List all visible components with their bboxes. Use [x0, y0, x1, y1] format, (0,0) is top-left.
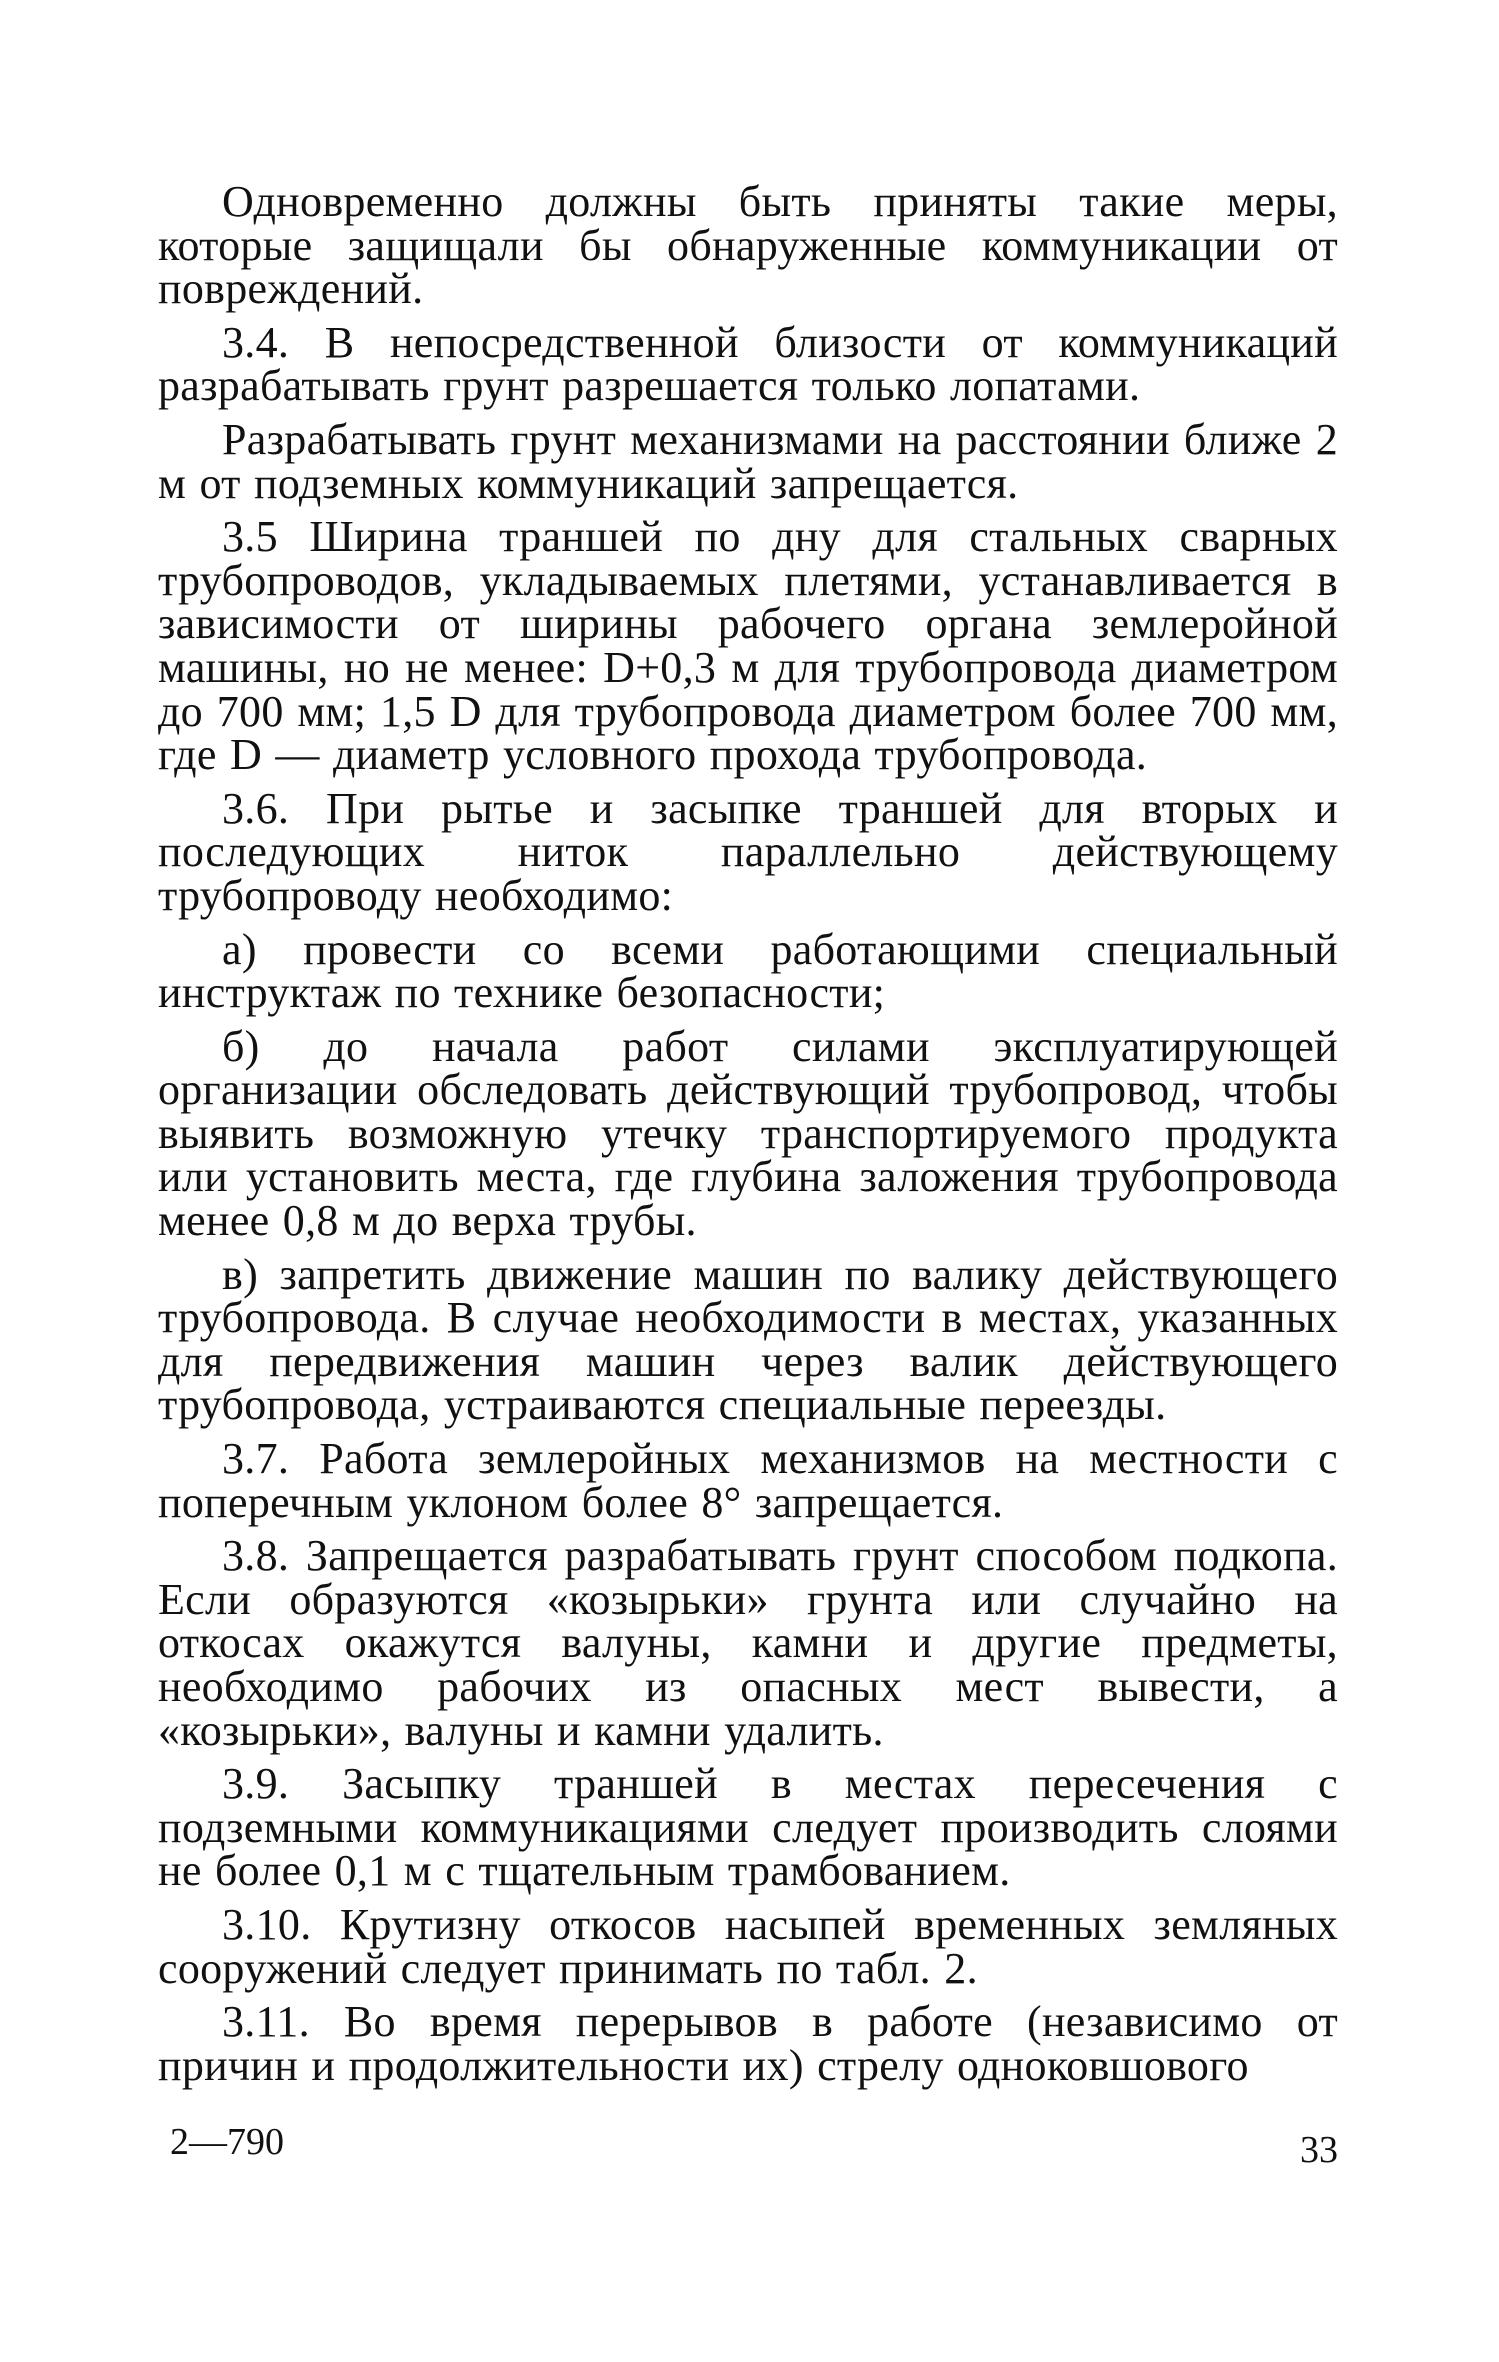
paragraph-3-8: 3.8. Запрещается разрабатывать грунт способом подкопа. Если образуются «козырьки» грунта или случайно на откосах окажутся валуны, камни и другие предметы, необходимо рабочих из опасных мест вывести, а «козырьки», валуны и камни удалить.	[158, 1531, 1338, 1755]
paragraph-3-6-a: а) провести со всеми работающими специальный инструктаж по технике безопасности;	[158, 924, 1338, 1018]
paragraph-intro: Одновременно должны быть приняты такие меры, которые защищали бы обнаруженные коммуникации от повреждений.	[158, 177, 1338, 314]
printer-signature: 2—790	[170, 2121, 284, 2163]
paragraph-3-7: 3.7. Работа землеройных механизмов на местности с поперечным уклоном более 8° запрещается.	[158, 1434, 1338, 1527]
paragraph-3-10: 3.10. Крутизну откосов насыпей временных земляных сооружений следует принимать по табл. 2.	[158, 1899, 1338, 1993]
page-text-body	[158, 177, 1338, 2097]
page-number: 33	[1300, 2129, 1338, 2171]
paragraph-3-4-cont: Разрабатывать грунт механизмами на расстоянии ближе 2 м от подземных коммуникаций запрещается.	[158, 414, 1338, 508]
paragraph-3-5: 3.5 Ширина траншей по дну для стальных сварных трубопроводов, укладываемых плетями, устанавливается в зависимости от ширины рабочего органа землеройной машины, но не менее: D+0,3 м для трубопровода диаметром до 700 мм; 1,5 D для трубопровода диаметром более 700 мм, где D — диаметр условного прохода трубопровода.	[158, 512, 1338, 780]
paragraph-3-6-b: б) до начала работ силами эксплуатирующей организации обследовать действующий трубопровод, чтобы выявить возможную утечку транспортируемого продукта или установить места, где глубина заложения трубопровода менее 0,8 м до верха трубы.	[158, 1021, 1338, 1246]
paragraph-3-11: 3.11. Во время перерывов в работе (независимо от причин и продолжительности их) стрелу одноковшового	[158, 1997, 1338, 2090]
paragraph-3-6-v: в) запретить движение машин по валику действующего трубопровода. В случае необходимости в местах, указанных для передвижения машин через валик действующего трубопровода, устраиваются специальные переезды.	[158, 1249, 1338, 1430]
paragraph-3-4: 3.4. В непосредственной близости от коммуникаций разрабатывать грунт разрешается только лопатами.	[158, 317, 1338, 411]
paragraph-3-6: 3.6. При рытье и засыпке траншей для вторых и последующих ниток параллельно действующему трубопроводу необходимо:	[158, 783, 1338, 920]
paragraph-3-9: 3.9. Засыпку траншей в местах пересечения с подземными коммуникациями следует производить слоями не более 0,1 м с тщательным трамбованием.	[158, 1759, 1338, 1896]
